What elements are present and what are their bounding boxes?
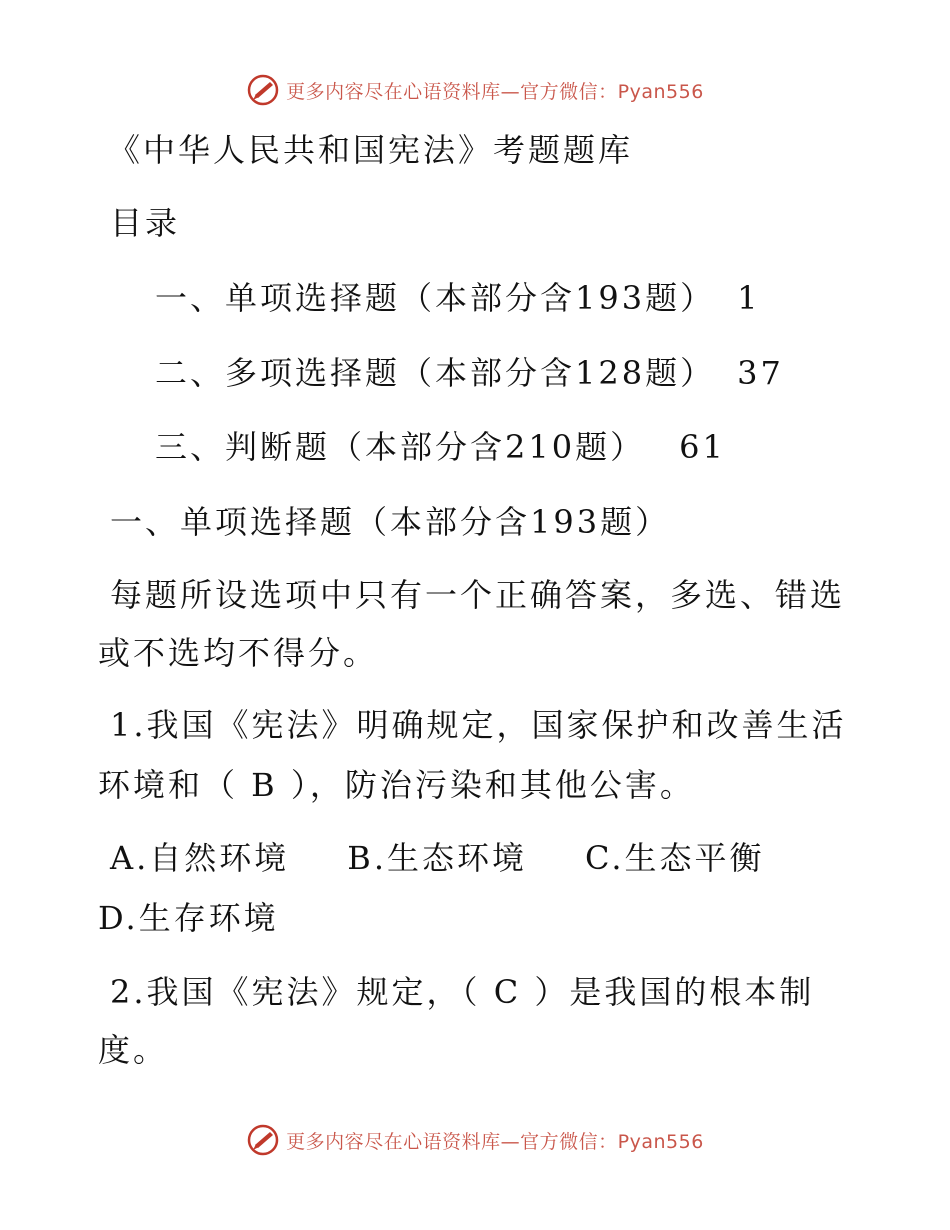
question-1-line: 环境和（ B ），防治污染和其他公害。 — [98, 766, 695, 804]
toc-entry-page: 1 — [737, 279, 761, 317]
option-a: A.自然环境 — [110, 839, 290, 877]
section-heading: 一、单项选择题（本部分含193题） — [110, 503, 671, 541]
option-c: C.生态平衡 — [585, 839, 765, 877]
toc-entry[interactable] — [155, 273, 760, 319]
watermark-bottom — [0, 1120, 950, 1160]
watermark-text: 更多内容尽在心语资料库—官方微信：Pyan556 — [286, 1130, 704, 1153]
watermark-top — [0, 70, 950, 110]
toc-entry-page: 37 — [737, 354, 784, 392]
question-1-options — [110, 833, 765, 879]
toc-entry-label: 一、单项选择题（本部分含193题） — [155, 279, 716, 317]
logo-icon — [246, 73, 280, 107]
toc-entry-label: 二、多项选择题（本部分含128题） — [155, 354, 716, 392]
toc-entry-label: 三、判断题（本部分含210题） — [155, 428, 646, 466]
toc-entry[interactable] — [155, 348, 784, 394]
document-title: 《中华人民共和国宪法》考题题库 — [108, 131, 634, 169]
question-1-line: 1.我国《宪法》明确规定，国家保护和改善生活 — [110, 706, 847, 744]
instructions-line: 每题所设选项中只有一个正确答案，多选、错选 — [110, 576, 846, 614]
option-b: B.生态环境 — [347, 839, 527, 877]
question-2-line: 度。 — [98, 1031, 169, 1069]
question-2-line: 2.我国《宪法》规定，（ C ）是我国的根本制 — [110, 973, 815, 1011]
instructions-line: 或不选均不得分。 — [98, 634, 379, 672]
toc-heading: 目录 — [110, 204, 181, 242]
option-d: D.生存环境 — [98, 899, 279, 937]
logo-icon — [246, 1123, 280, 1157]
toc-entry[interactable] — [155, 422, 726, 468]
watermark-text: 更多内容尽在心语资料库—官方微信：Pyan556 — [286, 80, 704, 103]
toc-entry-page: 61 — [679, 428, 726, 466]
